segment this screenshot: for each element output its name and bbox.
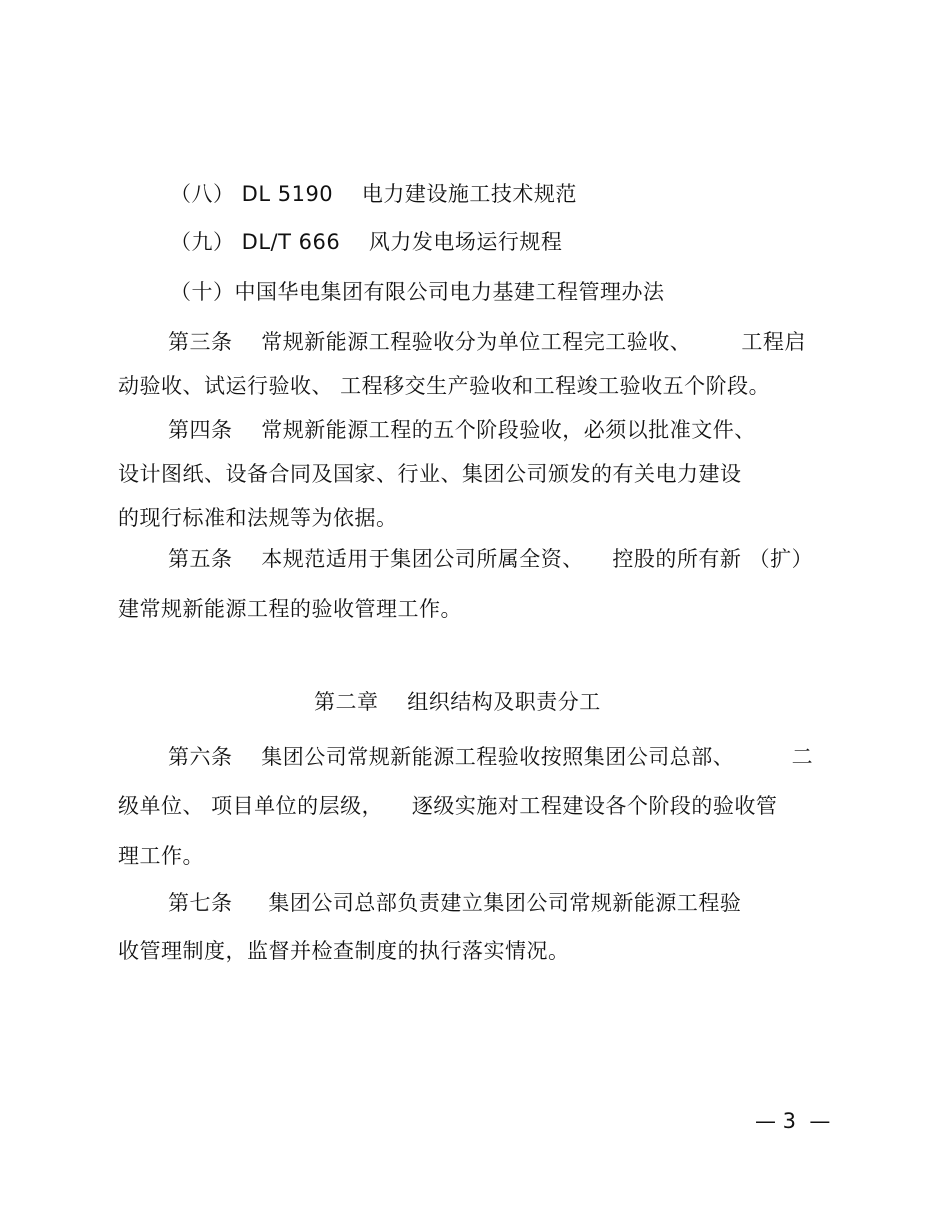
article-6-line-2: 级单位、 项目单位的层级， 逐级实施对工程建设各个阶段的验收管 xyxy=(118,794,778,818)
article-4-line-1: 第四条 常规新能源工程的五个阶段验收，必须以批准文件、 xyxy=(168,418,756,442)
article-6-line-1: 第六条 集团公司常规新能源工程验收按照集团公司总部、 二 xyxy=(168,745,814,769)
article-6-line-3: 理工作。 xyxy=(118,844,204,868)
article-3-line-2: 动验收、试运行验收、 工程移交生产验收和工程竣工验收五个阶段。 xyxy=(118,374,771,398)
standard-item-10: （十）中国华电集团有限公司电力基建工程管理办法 xyxy=(170,280,665,304)
article-7-line-2: 收管理制度，监督并检查制度的执行落实情况。 xyxy=(118,939,570,963)
standard-item-8: （八） DL 5190 电力建设施工技术规范 xyxy=(170,182,577,206)
page-number: — 3 — xyxy=(755,1109,831,1133)
standard-item-9: （九） DL/T 666 风力发电场运行规程 xyxy=(170,230,563,254)
article-3-line-1: 第三条 常规新能源工程验收分为单位工程完工验收、 工程启 xyxy=(168,330,806,354)
article-4-line-2: 设计图纸、设备合同及国家、行业、集团公司颁发的有关电力建设 xyxy=(118,462,742,486)
article-5-line-2: 建常规新能源工程的验收管理工作。 xyxy=(118,597,462,621)
article-7-line-1: 第七条 集团公司总部负责建立集团公司常规新能源工程验 xyxy=(168,891,742,915)
article-4-line-3: 的现行标准和法规等为依据。 xyxy=(118,506,398,530)
chapter-2-title: 第二章 组织结构及职责分工 xyxy=(314,690,601,714)
article-5-line-1: 第五条 本规范适用于集团公司所属全资、 控股的所有新 （扩） xyxy=(168,547,814,571)
